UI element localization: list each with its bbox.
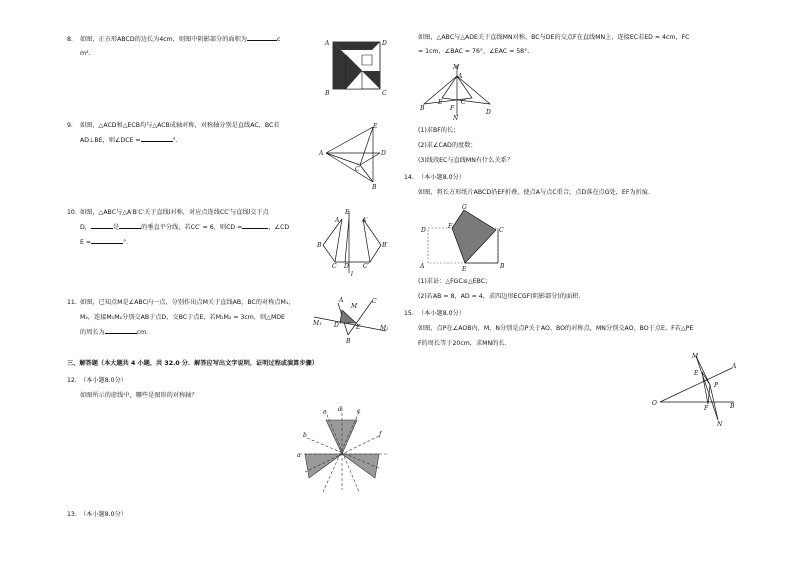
- q11-label-E: E: [356, 324, 361, 331]
- q11-text-line3: 的周长为 cm.: [80, 329, 149, 336]
- q10-label-C: C: [332, 263, 337, 270]
- q12-number: 12.: [67, 377, 77, 384]
- q13-symmetry-figure: [420, 62, 500, 122]
- q10-label-B-prime: B′: [382, 242, 388, 249]
- q15-number: 15.: [404, 310, 414, 317]
- q11-label-A: A: [339, 297, 344, 304]
- q8-label-B: B: [325, 90, 330, 97]
- q11-angle-figure: [310, 295, 396, 345]
- q13-text-line1: 如图，△ABC与△ADE关于直线MN对称，BC与DE的交点F在直线MN上，连接EC若ED = 4cm，FC: [418, 34, 690, 41]
- q10-label-B: B: [317, 242, 322, 249]
- q10-label-A: A: [335, 217, 340, 224]
- q15-label-B: B: [730, 403, 735, 410]
- q12-label-f: f: [379, 431, 382, 438]
- q14-fold-figure: [418, 200, 508, 272]
- q12-label-c: c: [323, 409, 327, 416]
- q15-label-F: F: [704, 405, 709, 412]
- q13-label-M: M: [453, 64, 460, 71]
- q11-label-D: D: [334, 322, 339, 329]
- q9-text-line1: 如图，△ACD和△ECB均与△ACB成轴对称，对称轴分别是直线AC，BC若: [80, 122, 280, 129]
- q15-label-E: E: [694, 370, 699, 377]
- q11-text-line1: 如图，已知点M是∠ABC内一点，分别作出点M关于直线AB，BC的对称点M₁，: [80, 299, 295, 306]
- q8-label-A: A: [325, 40, 330, 47]
- q13-label-D: D: [486, 109, 491, 116]
- q13-label-A: A: [458, 73, 463, 80]
- q9-text-line2: AD⊥BE，则∠DCE = °.: [80, 137, 178, 144]
- q15-label-A: A: [732, 363, 737, 370]
- q9-label-B: B: [372, 184, 377, 191]
- q14-label-C: C: [499, 227, 504, 234]
- q8-text-line1: 如图，正方形ABCD的边长为4cm，则图中阴影部分的面积为 c: [80, 36, 281, 43]
- q15-angle-figure: [650, 350, 736, 430]
- q10-text-line3: E = °.: [80, 239, 129, 246]
- q11-label-M2: M₂: [380, 325, 389, 332]
- q13-label-N: N: [453, 115, 459, 122]
- q12-label-d: d: [338, 406, 342, 413]
- q13-score: （本小题8.0分）: [80, 511, 127, 518]
- q10-text-line2: D， 是 的垂直平分线，若CC′ = 6，则CD = ，∠CD: [80, 224, 290, 231]
- q13-sub1: (1)求BF的长；: [418, 127, 460, 134]
- q13-sub2: (2)求∠CAD的度数；: [418, 142, 477, 149]
- q14-sub2: (2)若AB = 8，AD = 4，求四边形ECGF(阴影部分)的面积.: [418, 293, 581, 300]
- q15-score: （本小题8.0分）: [418, 310, 465, 317]
- q15-label-M: M: [692, 353, 699, 360]
- q15-label-O: O: [652, 400, 657, 407]
- q15-label-P: P: [714, 382, 719, 389]
- q13-sub3: (3)线段EC与直线MN有什么关系？: [418, 157, 514, 164]
- q12-text: 如图所示的虚线中，哪些是图形的对称轴？: [80, 392, 198, 399]
- q14-label-F: F: [448, 223, 453, 230]
- q12-score: （本小题8.0分）: [80, 377, 127, 384]
- q8-number: 8.: [67, 36, 73, 43]
- q10-label-D: D: [344, 263, 349, 270]
- q14-label-D: D: [421, 227, 426, 234]
- q10-label-A-prime: A′: [362, 217, 368, 224]
- q8-square-figure: [324, 35, 390, 101]
- q9-number: 9.: [67, 122, 73, 129]
- q8-label-C: C: [382, 90, 387, 97]
- q11-label-C: C: [372, 298, 377, 305]
- q9-label-E: E: [373, 123, 378, 130]
- q14-label-A: A: [420, 263, 425, 270]
- q10-reflection-figure: [315, 205, 395, 277]
- q14-text: 如图，将长方形纸片ABCD沿EF折叠，使点A与点C重合，点D落在点G处，EF为折痕.: [418, 189, 650, 196]
- q14-label-E: E: [462, 266, 467, 273]
- q11-label-M1: M₁: [313, 320, 322, 327]
- q10-number: 10.: [67, 209, 77, 216]
- q14-sub1: (1)求证：△FGC≌△EBC；: [418, 278, 492, 285]
- q12-label-b: b: [303, 432, 307, 439]
- q10-label-C-prime: C′: [363, 263, 369, 270]
- q13-label-B: B: [420, 105, 425, 112]
- q12-label-a: a: [297, 452, 301, 459]
- q10-label-l: l: [351, 271, 353, 278]
- q10-label-E: E: [345, 209, 350, 216]
- q12-label-e: e: [357, 408, 361, 415]
- q9-triangles-figure: [318, 120, 390, 190]
- q13-label-C: C: [461, 99, 466, 106]
- q13-number: 13.: [67, 511, 77, 518]
- q15-text-line1: 如图，点P在∠AOB内，M、N分别是点P关于AO、BO的对称点，MN分别交AO、BO于点E、F若△PE: [418, 325, 694, 332]
- q13-label-F: F: [450, 105, 455, 112]
- q11-number: 11.: [67, 299, 77, 306]
- q15-text-line2: F的周长等于20cm，求MN的长.: [418, 340, 507, 347]
- q14-score: （本小题8.0分）: [418, 174, 465, 181]
- q10-text-line1: 如图，△ABC与△A′B′C′关于直线l对称，对应点连线CC′与直线l交于点: [80, 209, 269, 216]
- q14-number: 14.: [404, 174, 414, 181]
- q13-label-E: E: [438, 99, 443, 106]
- q9-label-C: C: [355, 166, 360, 173]
- q11-label-M: M: [351, 303, 358, 310]
- q12-symmetry-figure: [295, 402, 391, 494]
- q9-label-A: A: [319, 150, 324, 157]
- q11-label-B: B: [346, 338, 351, 345]
- q9-label-D: D: [381, 150, 386, 157]
- section-3-heading: 三、解答题（本大题共 4 小题，共 32.0 分．解答应写出文字说明，证明过程或演算步骤）: [67, 360, 318, 367]
- q14-label-B: B: [500, 263, 505, 270]
- q13-text-line2: = 1cm，∠BAC = 76°，∠EAC = 58°.: [418, 48, 530, 55]
- q8-text-line2: m².: [80, 50, 91, 57]
- q8-label-D: D: [382, 40, 387, 47]
- q15-label-N: N: [717, 421, 723, 428]
- q14-label-G: G: [462, 204, 467, 211]
- q11-text-line2: M₂，连接M₁M₂分别交AB于点D，交BC于点E，若M₁M₂ = 3cm，则△MDE: [80, 314, 285, 321]
